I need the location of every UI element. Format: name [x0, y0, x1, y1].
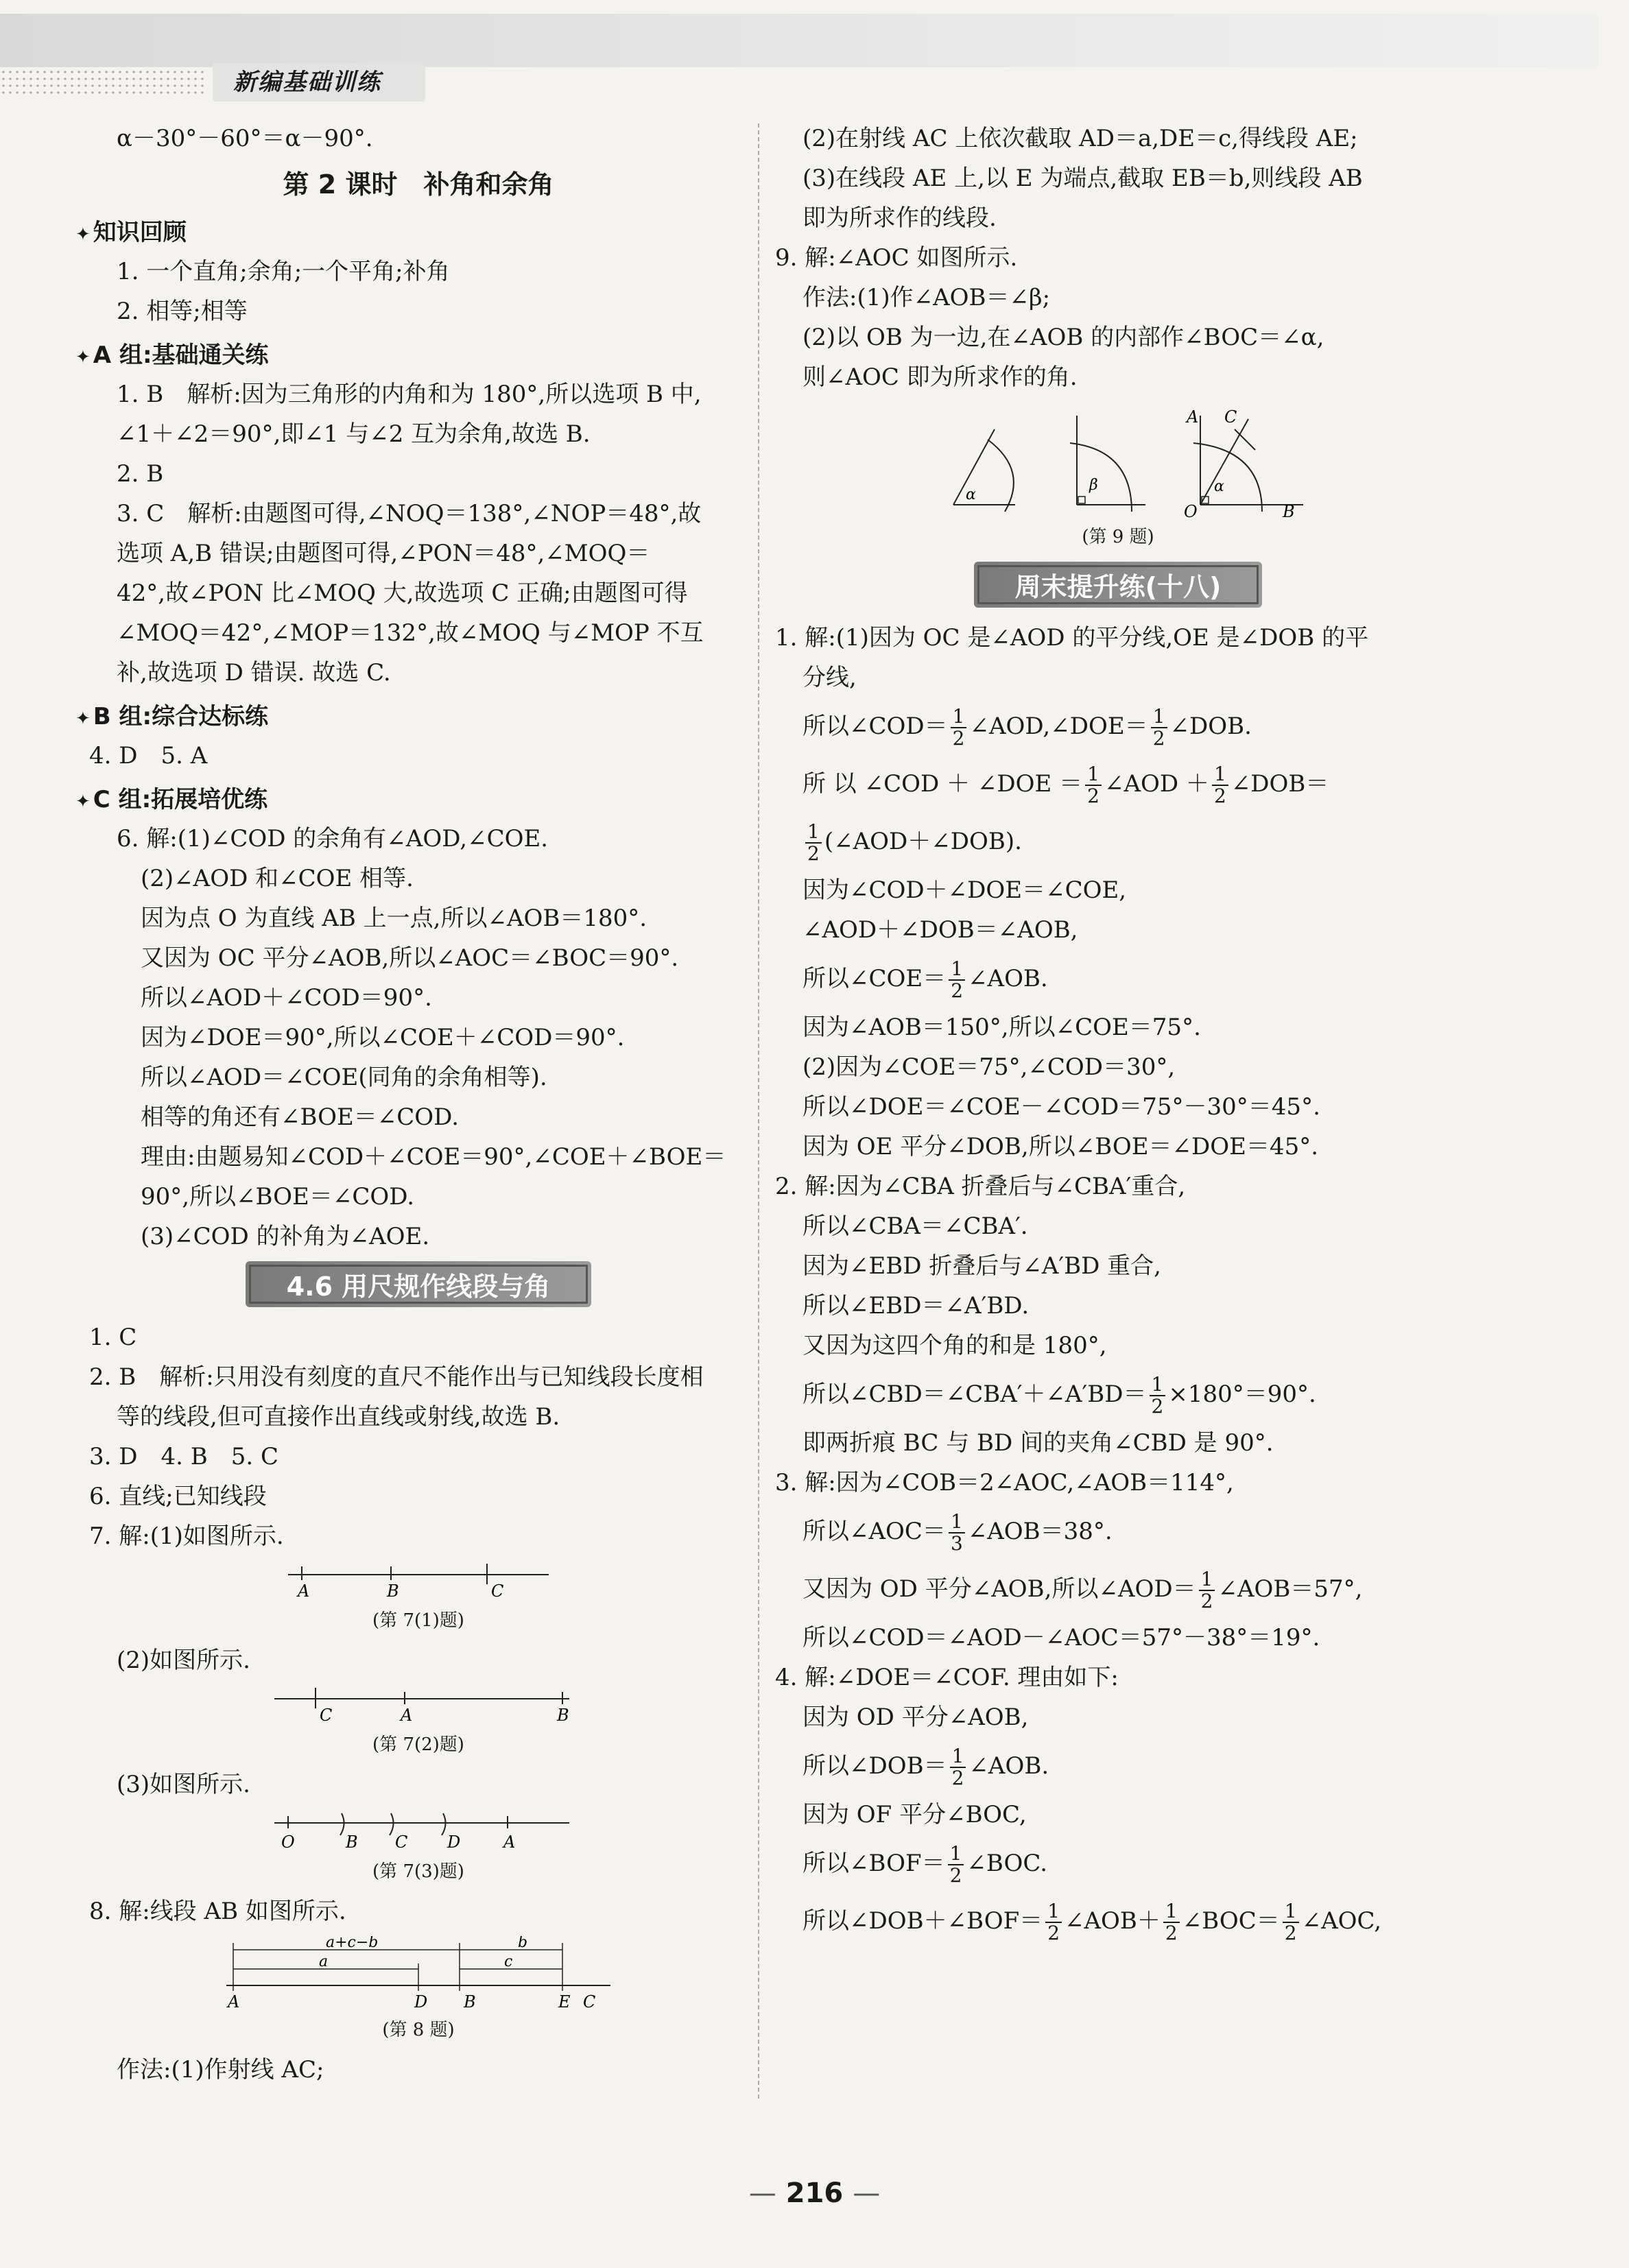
- section-banner: 4.6 用尺规作线段与角: [246, 1261, 592, 1307]
- fig9-label: β: [1089, 477, 1098, 494]
- fig8-label: c: [504, 1953, 513, 1970]
- fig73-label: C: [395, 1833, 408, 1852]
- text-span: 所以∠DOB＝: [802, 1752, 947, 1780]
- answer-line: ∠AOD＋∠DOB＝∠AOB,: [802, 916, 1078, 944]
- fig73-label: D: [447, 1833, 461, 1852]
- fraction-numerator: 1: [948, 1843, 964, 1865]
- text-span: ∠DOB＝: [1230, 770, 1329, 798]
- fraction-numerator: 1: [1151, 706, 1167, 728]
- answer-line: 理由:由题易知∠COD＋∠COE＝90°,∠COE＋∠BOE＝: [141, 1143, 726, 1171]
- formula-line: [775, 817, 1461, 866]
- fraction-numerator: 1: [1150, 1374, 1166, 1396]
- figure-7-2: [261, 1685, 576, 1726]
- fig9-label: A: [1187, 407, 1199, 427]
- answer-line: 1. B 解析:因为三角形的内角和为 180°,所以选项 B 中,: [117, 381, 702, 408]
- text-span: ∠AOB＝38°.: [967, 1518, 1113, 1545]
- figure-7-1: [274, 1561, 562, 1602]
- left-column: [89, 123, 748, 2094]
- fig8-label: a+c−b: [326, 1936, 379, 1951]
- section-banner: 周末提升练(十八): [974, 562, 1263, 608]
- text-span: ∠AOD,∠DOE＝: [969, 713, 1148, 740]
- text-span: ∠AOB＝57°,: [1217, 1575, 1363, 1603]
- fraction: [1212, 764, 1228, 807]
- section-group-b: ✦ B 组:综合达标练: [75, 697, 748, 731]
- fraction: [949, 959, 965, 1001]
- answer-line: 因为∠COD＋∠DOE＝∠COE,: [802, 876, 1127, 904]
- fraction: [1150, 1374, 1166, 1417]
- answer-line: 相等的角还有∠BOE＝∠COD.: [141, 1103, 460, 1131]
- fraction: [1151, 706, 1167, 749]
- answer-line: 所以∠COD＝∠AOD－∠AOC＝57°－38°＝19°.: [802, 1624, 1320, 1651]
- answer-line: 又因为这四个角的和是 180°,: [802, 1332, 1107, 1359]
- text-span: ×180°＝90°.: [1168, 1381, 1316, 1408]
- fraction-denominator: 3: [950, 1532, 963, 1555]
- answer-line: 9. 解:∠AOC 如图所示.: [775, 244, 1018, 272]
- fraction: [1283, 1901, 1299, 1944]
- fraction-numerator: 1: [1283, 1901, 1299, 1923]
- answer-line: 1. 解:(1)因为 OC 是∠AOD 的平分线,OE 是∠DOB 的平: [775, 624, 1369, 652]
- answer-line: (3)如图所示.: [117, 1771, 250, 1798]
- answer-line: 分线,: [802, 664, 857, 691]
- text-span: 所以∠DOB＋∠BOF＝: [802, 1907, 1043, 1935]
- fraction-denominator: 2: [952, 727, 965, 750]
- answer-line: 所以∠AOD＝∠COE(同角的余角相等).: [141, 1064, 547, 1091]
- section-group-a: ✦ A 组:基础通关练: [75, 336, 748, 370]
- fraction: [948, 1843, 964, 1886]
- figure-7-3: [261, 1809, 576, 1853]
- text-span: 所以∠COD＝: [802, 713, 948, 740]
- fraction-numerator: 1: [949, 959, 965, 981]
- header-dot-pattern: [0, 69, 206, 96]
- formula-line: [775, 1897, 1461, 1945]
- column-divider: [758, 123, 759, 2099]
- fraction-numerator: 1: [950, 1746, 966, 1768]
- text-span: ∠AOB＋: [1065, 1907, 1161, 1935]
- fig8-label: A: [228, 1992, 240, 2012]
- answer-line: 2. 解:因为∠CBA 折叠后与∠CBA′重合,: [775, 1173, 1186, 1200]
- answer-line: ∠1＋∠2＝90°,即∠1 与∠2 互为余角,故选 B.: [117, 420, 591, 448]
- answer-line: 因为∠AOB＝150°,所以∠COE＝75°.: [802, 1014, 1201, 1041]
- figure-caption: (第 7(1)题): [372, 1610, 464, 1631]
- section-banner-wrap: [89, 1261, 748, 1307]
- answer-line: (2)在射线 AC 上依次截取 AD＝a,DE＝c,得线段 AE;: [802, 125, 1358, 152]
- answer-line: 6. 解:(1)∠COD 的余角有∠AOD,∠COE.: [117, 825, 549, 852]
- answer-line: 90°,所以∠BOE＝∠COD.: [141, 1183, 415, 1210]
- figure-caption: (第 7(2)题): [372, 1734, 464, 1755]
- formula-line: [775, 760, 1461, 808]
- fraction-numerator: 1: [949, 1512, 965, 1533]
- answer-line: 3. C 解析:由题图可得,∠NOQ＝138°,∠NOP＝48°,故: [117, 500, 702, 527]
- fraction: [805, 822, 822, 864]
- answer-line: 1. C: [89, 1324, 137, 1351]
- fig9-label: α: [966, 486, 976, 503]
- answer-line: 3. D 4. B 5. C: [89, 1443, 279, 1470]
- answer-line: 又因为 OC 平分∠AOB,所以∠AOC＝∠BOC＝90°.: [141, 944, 679, 972]
- text-span: ∠AOB.: [968, 965, 1048, 992]
- fraction-numerator: 1: [951, 706, 967, 728]
- fig9-label: O: [1184, 502, 1198, 518]
- answer-line: (2)如图所示.: [117, 1647, 250, 1674]
- fraction: [1045, 1901, 1062, 1944]
- answer-line: 2. B 解析:只用没有刻度的直尺不能作出与已知线段长度相: [89, 1363, 704, 1391]
- formula-line: [775, 1565, 1461, 1613]
- answer-line: 7. 解:(1)如图所示.: [89, 1523, 284, 1550]
- fraction-denominator: 2: [807, 842, 820, 865]
- text-span: (∠AOD＋∠DOB).: [824, 828, 1022, 855]
- text-span: ∠DOB.: [1169, 713, 1252, 740]
- fig71-label: C: [491, 1581, 504, 1601]
- answer-line: 所以∠AOD＋∠COD＝90°.: [141, 984, 432, 1012]
- answer-line: 42°,故∠PON 比∠MOQ 大,故选项 C 正确;由题图可得: [117, 580, 688, 607]
- fraction: [951, 706, 967, 749]
- answer-line: 6. 直线;已知线段: [89, 1483, 267, 1510]
- fraction-numerator: 1: [1045, 1901, 1062, 1923]
- answer-line: 即两折痕 BC 与 BD 间的夹角∠CBD 是 90°.: [802, 1429, 1274, 1457]
- text-span: ∠AOB.: [968, 1752, 1049, 1780]
- answer-line: 等的线段,但可直接作出直线或射线,故选 B.: [117, 1403, 560, 1431]
- header-band: [0, 14, 1598, 67]
- fraction-denominator: 2: [1165, 1922, 1178, 1944]
- answer-line: 4. 解:∠DOE＝∠COF. 理由如下:: [775, 1664, 1119, 1691]
- footer-dash: —: [853, 2177, 881, 2209]
- figure-caption: (第 9 题): [1082, 527, 1154, 547]
- answer-line: (2)因为∠COE＝75°,∠COD＝30°,: [802, 1053, 1176, 1081]
- formula-line: [775, 955, 1461, 1003]
- text-span: ∠AOD ＋: [1104, 770, 1209, 798]
- figure-caption: (第 7(3)题): [372, 1861, 464, 1882]
- answer-line: 1. 一个直角;余角;一个平角;补角: [117, 258, 450, 285]
- fig8-label: a: [319, 1953, 329, 1970]
- fraction-denominator: 2: [949, 1864, 962, 1887]
- fraction-numerator: 1: [1212, 764, 1228, 786]
- fig9-label: C: [1224, 407, 1237, 427]
- answer-line: 作法:(1)作射线 AC;: [117, 2056, 324, 2084]
- page-footer: [0, 2177, 1629, 2209]
- fig8-label: C: [583, 1992, 596, 2012]
- fig9-label: α: [1214, 478, 1224, 495]
- answer-line: 所以∠EBD＝∠A′BD.: [802, 1292, 1030, 1320]
- fraction-numerator: 1: [1199, 1569, 1215, 1591]
- answer-line: 因为∠DOE＝90°,所以∠COE＋∠COD＝90°.: [141, 1024, 625, 1051]
- right-column: [775, 123, 1461, 1955]
- fig71-label: A: [298, 1581, 310, 1601]
- answer-line: ∠MOQ＝42°,∠MOP＝132°,故∠MOQ 与∠MOP 不互: [117, 619, 704, 647]
- answer-line: 因为 OE 平分∠DOB,所以∠BOE＝∠DOE＝45°.: [802, 1133, 1319, 1160]
- fraction-denominator: 2: [1087, 785, 1099, 807]
- section-review: ✦ 知识回顾: [75, 213, 748, 247]
- fig72-label: B: [557, 1706, 569, 1725]
- fraction: [1199, 1569, 1215, 1612]
- answer-line: 因为 OD 平分∠AOB,: [802, 1704, 1029, 1731]
- answer-line: 作法:(1)作∠AOB＝∠β;: [802, 284, 1051, 311]
- text-span: 所以∠AOC＝: [802, 1518, 946, 1545]
- answer-line: 补,故选项 D 错误. 故选 C.: [117, 659, 391, 687]
- answer-line: 所以∠CBA＝∠CBA′.: [802, 1213, 1028, 1240]
- fig8-label: D: [414, 1992, 428, 2012]
- fraction-numerator: 1: [805, 822, 822, 844]
- answer-line: 8. 解:线段 AB 如图所示.: [89, 1898, 346, 1925]
- fraction-numerator: 1: [1085, 764, 1102, 786]
- answer-line: (2)∠AOD 和∠COE 相等.: [141, 865, 414, 892]
- answer-line: 因为 OF 平分∠BOC,: [802, 1801, 1027, 1828]
- answer-line: 所以∠DOE＝∠COE－∠COD＝75°－30°＝45°.: [802, 1093, 1320, 1121]
- fraction: [950, 1746, 966, 1789]
- answer-line: 因为点 O 为直线 AB 上一点,所以∠AOB＝180°.: [141, 905, 647, 932]
- formula-line: [775, 1839, 1461, 1887]
- answer-line: 2. 相等;相等: [117, 298, 248, 325]
- figure-caption: (第 8 题): [382, 2020, 455, 2040]
- footer-dash: —: [748, 2177, 776, 2209]
- fraction-denominator: 2: [1151, 1395, 1164, 1418]
- fig9-label: B: [1283, 502, 1295, 518]
- answer-line: (2)以 OB 为一边,在∠AOB 的内部作∠BOC＝∠α,: [802, 324, 1324, 351]
- text-span: 所以∠COE＝: [802, 965, 947, 992]
- fig8-label: E: [558, 1992, 571, 2012]
- fig8-label: B: [464, 1992, 476, 2012]
- figure-8: [213, 1936, 624, 2012]
- answer-line: 3. 解:因为∠COB＝2∠AOC,∠AOB＝114°,: [775, 1469, 1234, 1496]
- fraction-denominator: 2: [1213, 785, 1226, 807]
- fraction-denominator: 2: [951, 979, 964, 1002]
- fraction: [1163, 1901, 1180, 1944]
- answer-line: 即为所求作的线段.: [802, 204, 997, 232]
- formula-line: [775, 1370, 1461, 1418]
- answer-line: 2. B: [117, 460, 164, 488]
- formula-line: [775, 1742, 1461, 1790]
- fig8-label: b: [518, 1936, 528, 1951]
- fraction: [1085, 764, 1102, 807]
- answer-line: 4. D 5. A: [89, 742, 208, 769]
- text-span: 所以∠CBD＝∠CBA′＋∠A′BD＝: [802, 1381, 1147, 1408]
- fraction-denominator: 2: [1047, 1922, 1060, 1944]
- text-span: 所以∠BOF＝: [802, 1850, 945, 1877]
- fig73-label: B: [346, 1833, 358, 1852]
- fig72-label: C: [320, 1706, 333, 1725]
- section-group-c: ✦ C 组:拓展培优练: [75, 780, 748, 814]
- answer-line: 选项 A,B 错误;由题图可得,∠PON＝48°,∠MOQ＝: [117, 540, 650, 567]
- fig73-label: A: [503, 1833, 516, 1852]
- answer-line: 则∠AOC 即为所求作的角.: [802, 363, 1078, 391]
- fraction-denominator: 2: [1284, 1922, 1297, 1944]
- series-title: 新编基础训练: [213, 63, 425, 102]
- formula-line: [775, 702, 1461, 750]
- fig71-label: B: [387, 1581, 399, 1601]
- answer-line: 因为∠EBD 折叠后与∠A′BD 重合,: [802, 1252, 1161, 1280]
- formula-line: [775, 1507, 1461, 1555]
- lesson-title: 第 2 课时 补角和余角: [283, 169, 554, 200]
- fraction-numerator: 1: [1163, 1901, 1180, 1923]
- text-span: 又因为 OD 平分∠AOB,所以∠AOD＝: [802, 1575, 1196, 1603]
- figure-9: [912, 402, 1324, 518]
- fraction-denominator: 2: [1200, 1590, 1213, 1612]
- text-span: ∠AOC,: [1301, 1907, 1382, 1935]
- answer-line: (3)在线段 AE 上,以 E 为端点,截取 EB＝b,则线段 AB: [802, 165, 1363, 192]
- text-span: 所 以 ∠COD ＋ ∠DOE ＝: [802, 770, 1083, 798]
- fig73-label: O: [281, 1833, 295, 1852]
- fig72-label: A: [401, 1706, 413, 1725]
- text-line: α－30°－60°＝α－90°.: [117, 125, 373, 152]
- section-banner-wrap: [775, 562, 1461, 608]
- fraction: [949, 1512, 965, 1554]
- text-span: ∠BOC.: [966, 1850, 1047, 1877]
- text-span: ∠BOC＝: [1182, 1907, 1280, 1935]
- page-number: 216: [785, 2177, 844, 2209]
- answer-line: (3)∠COD 的补角为∠AOE.: [141, 1223, 430, 1250]
- fraction-denominator: 2: [951, 1767, 964, 1789]
- fraction-denominator: 2: [1152, 727, 1165, 750]
